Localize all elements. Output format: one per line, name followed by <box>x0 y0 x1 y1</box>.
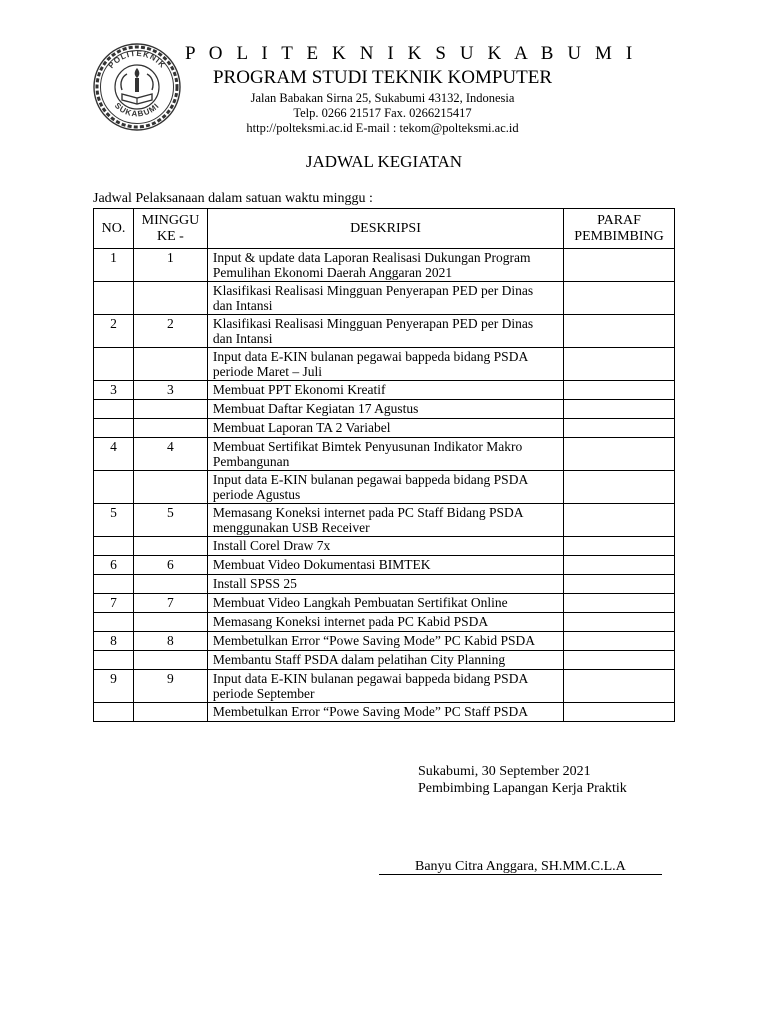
cell-minggu <box>133 651 207 670</box>
cell-deskripsi: Memasang Koneksi internet pada PC Staff Bidang PSDA menggunakan USB Receiver <box>207 504 563 537</box>
signature-role: Pembimbing Lapangan Kerja Praktik <box>418 781 627 796</box>
cell-minggu <box>133 282 207 315</box>
cell-paraf <box>564 670 675 703</box>
cell-no <box>94 282 134 315</box>
cell-paraf <box>564 315 675 348</box>
cell-deskripsi: Input data E-KIN bulanan pegawai bappeda bidang PSDA periode Maret – Juli <box>207 348 563 381</box>
table-row <box>94 594 675 613</box>
cell-minggu <box>133 419 207 438</box>
table-row <box>94 613 675 632</box>
institution-name: P O L I T E K N I K S U K A B U M I <box>185 43 637 64</box>
phone-line: Telp. 0266 21517 Fax. 0266215417 <box>293 106 472 120</box>
cell-no <box>94 703 134 722</box>
cell-no: 2 <box>94 315 134 348</box>
cell-minggu: 8 <box>133 632 207 651</box>
cell-no <box>94 537 134 556</box>
table-row <box>94 575 675 594</box>
cell-no <box>94 613 134 632</box>
table-row <box>94 556 675 575</box>
schedule-table <box>93 208 675 722</box>
cell-minggu: 2 <box>133 315 207 348</box>
cell-paraf <box>564 381 675 400</box>
table-row <box>94 504 675 537</box>
cell-deskripsi: Membuat Video Langkah Pembuatan Sertifikat Online <box>207 594 563 613</box>
cell-minggu <box>133 613 207 632</box>
cell-deskripsi: Input & update data Laporan Realisasi Dukungan Program Pemulihan Ekonomi Daerah Anggaran 2021 <box>207 249 563 282</box>
cell-no <box>94 575 134 594</box>
header-deskripsi: DESKRIPSI <box>207 209 563 249</box>
intro-text: Jadwal Pelaksanaan dalam satuan waktu minggu : <box>93 191 373 206</box>
cell-paraf <box>564 438 675 471</box>
cell-paraf <box>564 400 675 419</box>
cell-deskripsi: Membuat Sertifikat Bimtek Penyusunan Indikator Makro Pembangunan <box>207 438 563 471</box>
cell-no <box>94 400 134 419</box>
cell-deskripsi: Membetulkan Error “Powe Saving Mode” PC Staff PSDA <box>207 703 563 722</box>
address-line: Jalan Babakan Sirna 25, Sukabumi 43132, Indonesia <box>250 91 515 105</box>
cell-paraf <box>564 613 675 632</box>
cell-no: 5 <box>94 504 134 537</box>
table-header-row <box>94 209 675 249</box>
cell-no: 9 <box>94 670 134 703</box>
cell-paraf <box>564 651 675 670</box>
cell-minggu: 1 <box>133 249 207 282</box>
cell-paraf <box>564 282 675 315</box>
cell-minggu <box>133 703 207 722</box>
table-row <box>94 381 675 400</box>
cell-minggu: 9 <box>133 670 207 703</box>
politeknik-sukabumi-logo <box>92 42 182 132</box>
signer-name: Banyu Citra Anggara, SH.MM.C.L.A <box>379 859 662 875</box>
cell-deskripsi: Install Corel Draw 7x <box>207 537 563 556</box>
cell-minggu: 3 <box>133 381 207 400</box>
web-email-line: http://polteksmi.ac.id E-mail : tekom@polteksmi.ac.id <box>246 121 519 135</box>
table-row <box>94 348 675 381</box>
cell-paraf <box>564 504 675 537</box>
cell-minggu <box>133 537 207 556</box>
table-row <box>94 703 675 722</box>
cell-paraf <box>564 594 675 613</box>
cell-deskripsi: Membetulkan Error “Powe Saving Mode” PC Kabid PSDA <box>207 632 563 651</box>
table-row <box>94 438 675 471</box>
table-row <box>94 651 675 670</box>
table-body <box>94 249 675 722</box>
cell-minggu: 6 <box>133 556 207 575</box>
cell-paraf <box>564 471 675 504</box>
table-row <box>94 632 675 651</box>
cell-paraf <box>564 575 675 594</box>
cell-deskripsi: Membuat Video Dokumentasi BIMTEK <box>207 556 563 575</box>
cell-deskripsi: Membuat PPT Ekonomi Kreatif <box>207 381 563 400</box>
table-row <box>94 249 675 282</box>
cell-no: 6 <box>94 556 134 575</box>
cell-paraf <box>564 556 675 575</box>
header-paraf: PARAF PEMBIMBING <box>564 209 675 249</box>
cell-minggu: 7 <box>133 594 207 613</box>
document-title: JADWAL KEGIATAN <box>305 152 463 171</box>
signature-place-date: Sukabumi, 30 September 2021 <box>418 764 591 779</box>
cell-no: 7 <box>94 594 134 613</box>
cell-paraf <box>564 419 675 438</box>
table-row <box>94 315 675 348</box>
table-row <box>94 670 675 703</box>
cell-deskripsi: Klasifikasi Realisasi Mingguan Penyerapan PED per Dinas dan Intansi <box>207 315 563 348</box>
cell-minggu: 5 <box>133 504 207 537</box>
cell-paraf <box>564 703 675 722</box>
svg-text:SUKABUMI: SUKABUMI <box>112 100 162 119</box>
table-row <box>94 419 675 438</box>
cell-no <box>94 419 134 438</box>
cell-deskripsi: Input data E-KIN bulanan pegawai bappeda bidang PSDA periode Agustus <box>207 471 563 504</box>
table-row <box>94 282 675 315</box>
cell-deskripsi: Memasang Koneksi internet pada PC Kabid PSDA <box>207 613 563 632</box>
table-row <box>94 537 675 556</box>
cell-no <box>94 348 134 381</box>
cell-minggu <box>133 348 207 381</box>
cell-deskripsi: Membuat Laporan TA 2 Variabel <box>207 419 563 438</box>
cell-no <box>94 471 134 504</box>
cell-minggu <box>133 575 207 594</box>
header-no: NO. <box>94 209 134 249</box>
cell-deskripsi: Klasifikasi Realisasi Mingguan Penyerapan PED per Dinas dan Intansi <box>207 282 563 315</box>
cell-minggu: 4 <box>133 438 207 471</box>
cell-deskripsi: Install SPSS 25 <box>207 575 563 594</box>
cell-deskripsi: Input data E-KIN bulanan pegawai bappeda bidang PSDA periode September <box>207 670 563 703</box>
cell-minggu <box>133 471 207 504</box>
cell-no: 3 <box>94 381 134 400</box>
cell-paraf <box>564 249 675 282</box>
cell-no <box>94 651 134 670</box>
table-row <box>94 400 675 419</box>
cell-paraf <box>564 632 675 651</box>
header-minggu: MINGGU KE - <box>133 209 207 249</box>
cell-no: 4 <box>94 438 134 471</box>
cell-no: 1 <box>94 249 134 282</box>
cell-no: 8 <box>94 632 134 651</box>
cell-deskripsi: Membantu Staff PSDA dalam pelatihan City Planning <box>207 651 563 670</box>
cell-paraf <box>564 348 675 381</box>
svg-text:POLITEKNIK: POLITEKNIK <box>106 48 168 71</box>
cell-paraf <box>564 537 675 556</box>
cell-deskripsi: Membuat Daftar Kegiatan 17 Agustus <box>207 400 563 419</box>
cell-minggu <box>133 400 207 419</box>
table-row <box>94 471 675 504</box>
program-name: PROGRAM STUDI TEKNIK KOMPUTER <box>212 67 553 88</box>
